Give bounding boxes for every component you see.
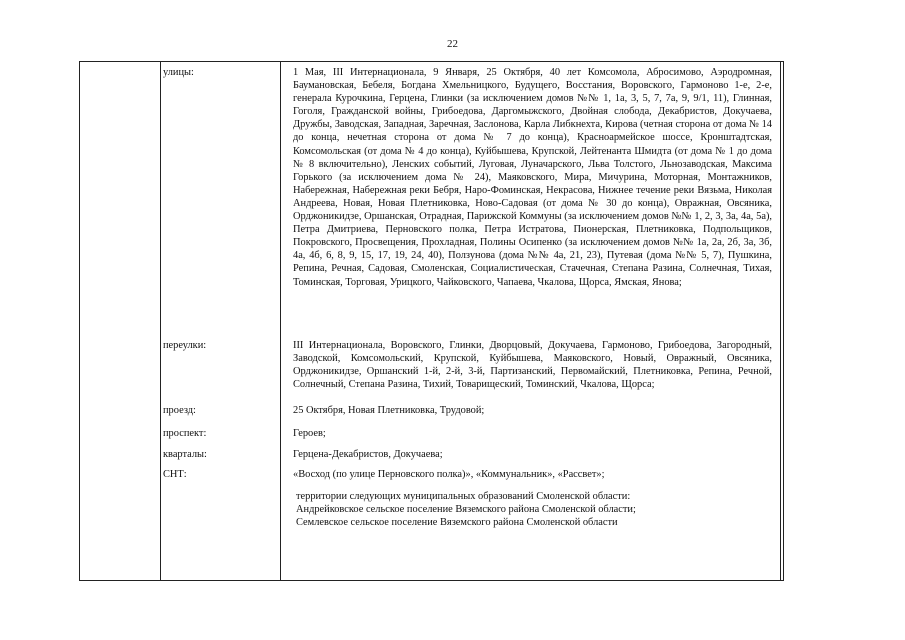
territories-heading: территории следующих муниципальных образований Смоленской области: (296, 491, 631, 502)
lanes-label: переулки: (163, 340, 207, 351)
column-divider (160, 62, 161, 580)
territory-item: Андрейковское сельское поселение Вяземского района Смоленской области; (296, 504, 636, 516)
quarters-label: кварталы: (163, 449, 207, 460)
streets-label: улицы: (163, 67, 194, 78)
page-number: 22 (447, 38, 458, 50)
column-divider-right (780, 61, 781, 580)
quarters-list: Герцена-Декабристов, Докучаева; (293, 449, 443, 460)
lanes-list: III Интернационала, Воровского, Глинки, Дворцовый, Докучаева, Гармоново, Грибоедова, Загородный, Заводской, Комсомольский, Крупской, Куйбышева, Маяковского, Новый, Овражный, Овсяника, Орджоникидзе, Оршанский 1-й, 2-й, 3-й, Партизанский, Первомайский, Плетниковка, Репина, Речной, Солнечный, Степана Разина, Тихий, Товарищеский, Томинский, Чкалова, Щорса; (293, 340, 772, 391)
snt-label: СНТ: (163, 469, 187, 480)
column-divider (280, 62, 281, 580)
streets-list: 1 Мая, III Интернационала, 9 Января, 25 Октября, 40 лет Комсомола, Абросимово, Аэродромная, Баумановская, Бебеля, Богдана Хмельницкого, Будущего, Восстания, Воровского, Гармоново 1-е, 2-е, генерала Курочкина, Герцена, Глинки (за исключением домов №№ 1, 1а, 3, 5, 7, 7а, 9, 9/1, 11), Глинная, Гоголя, Гражданской войны, Грибоедова, Даргомыжского, Двойная слобода, Декабристов, Докучаева, Дружбы, Заводская, Западная, Заречная, Заслонова, Карла Либкнехта, Кирова (четная сторона от дома № 14 до конца, нечетная сторона от дома № 7 до конца), Красноармейское шоссе, Кронштадтская, Комсомольская (от дома № 4 до конца), Куйбышева, Крупской, Лейтенанта Шмидта (от дома № 1 до дома № 8 включительно), Ленских событий, Луговая, Луначарского, Льва Толстого, Льнозаводская, Максима Горького (за исключением дома № 24), Маяковского, Мира, Мичурина, Моторная, Монтажников, Набережная, Набережная реки Бебря, Наро-Фоминская, Некрасова, Нижнее течение реки Вязьма, Николая Андреева, Новая, Новая Плетниковка, Ново-Садовая (от дома № 30 до конца), Овражная, Овсяника, Орджоникидзе, Оршанская, Отрадная, Парижской Коммуны (за исключением домов №№ 1, 2, 3, 3а, 4а, 5а), Петра Дмитриева, Перновского полка, Петра Истратова, Пионерская, Плетниковка, Подпольщиков, Покровского, Просвещения, Прохладная, Полины Осипенко (за исключением домов №№ 1а, 2а, 2б, 3а, 3б, 4а, 4б, 6, 8, 9, 15, 17, 19, 24, 40), Ползунова (дома №№ 4а, 21, 23), Путевая (дома №№ 5, 7), Пушкина, Репина, Речная, Садовая, Смоленская, Социалистическая, Стачечная, Степана Разина, Солнечная, Тихая, Томинская, Торговая, Урицкого, Чайковского, Чапаева, Чкалова, Щорса, Ямская, Янова; (293, 67, 772, 288)
avenue-label: проспект: (163, 428, 207, 439)
snt-list: «Восход (по улице Перновского полка)», «Коммунальник», «Рассвет»; (293, 469, 605, 480)
avenue-list: Героев; (293, 428, 326, 439)
passage-list: 25 Октября, Новая Плетниковка, Трудовой; (293, 405, 485, 416)
passage-label: проезд: (163, 405, 196, 416)
territory-item: Семлевское сельское поселение Вяземского района Смоленской области (296, 517, 618, 529)
territories-block (296, 490, 776, 529)
